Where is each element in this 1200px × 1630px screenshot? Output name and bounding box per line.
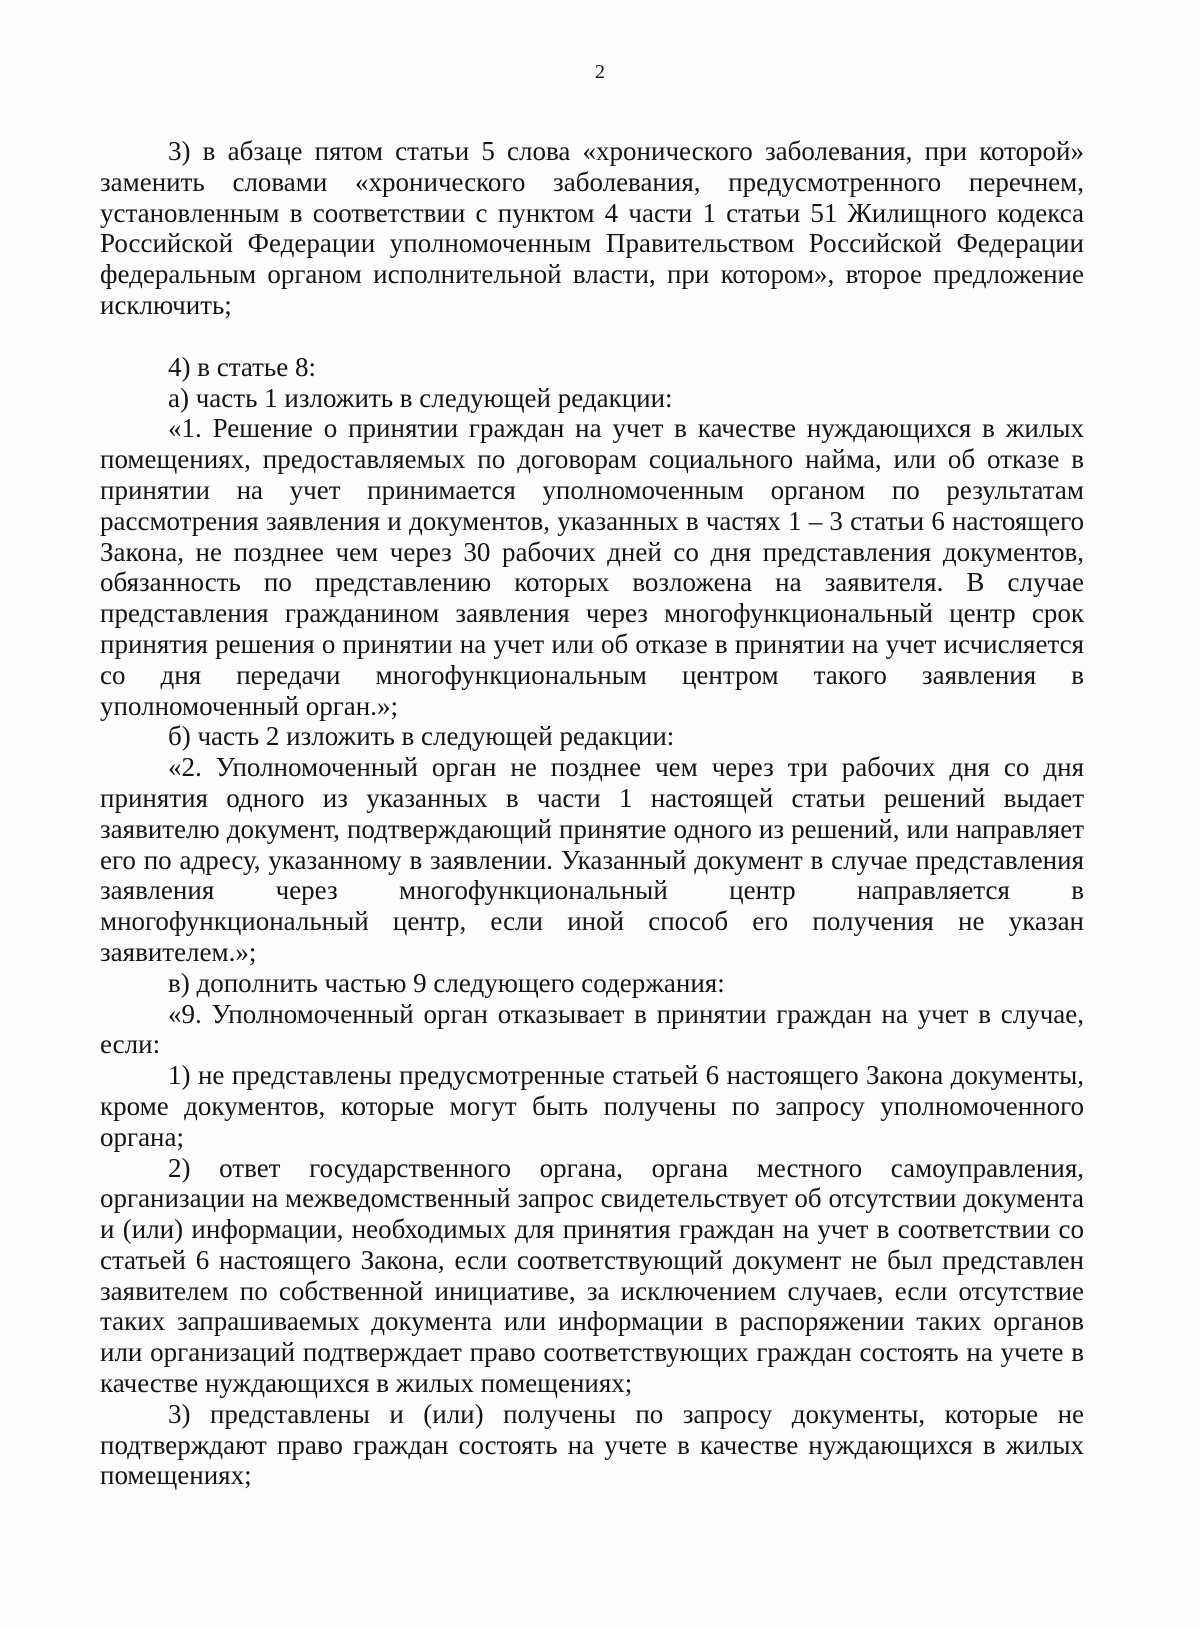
paragraph-subitem-b: б) часть 2 изложить в следующей редакции: <box>168 721 675 752</box>
paragraph-part-1-text: «1. Решение о принятии граждан на учет в качестве нуждающихся в жилых помещениях, предоставляемых по договорам социального найма, или об отказе в принятии на учет принимается уполномоченным органом по результатам рассмотрения заявления и документов, указанных в частях 1 – 3 статьи 6 настоящего Закона, не позднее чем через 30 рабочих дней со дня представления документов, обязанность по представлению которых возложена на заявителя. В случае представления гражданином заявления через многофункциональный центр срок принятия решения о принятии на учет или об отказе в принятии на учет исчисляется со дня передачи многофункциональным центром такого заявления в уполномоченный орган.»; <box>100 413 1084 721</box>
page-number: 2 <box>595 61 605 83</box>
paragraph-item-4: 4) в статье 8: <box>168 351 316 382</box>
paragraph-refusal-reason-2: 2) ответ государственного органа, органа местного самоуправления, организации на межведомственный запрос свидетельствует об отсутствии документа и (или) информации, необходимых для принятия граждан на учет в соответствии со статьей 6 настоящего Закона, если соответствующий документ не был представлен заявителем по собственной инициативе, за исключением случаев, если отсутствие таких запрашиваемых документа или информации в распоряжении таких органов или организаций подтверждает право соответствующих граждан состоять на учете в качестве нуждающихся в жилых помещениях; <box>100 1152 1084 1399</box>
paragraph-refusal-reason-3: 3) представлены и (или) получены по запросу документы, которые не подтверждают право граждан состоять на учете в качестве нуждающихся в жилых помещениях; <box>100 1398 1084 1491</box>
paragraph-spacer <box>100 321 1084 352</box>
paragraph-subitem-v: в) дополнить частью 9 следующего содержания: <box>168 967 725 998</box>
paragraph-part-9-text: «9. Уполномоченный орган отказывает в принятии граждан на учет в случае, если: <box>100 998 1084 1060</box>
paragraph-item-3: 3) в абзаце пятом статьи 5 слова «хронического заболевания, при которой» заменить словами «хронического заболевания, предусмотренного перечнем, установленным в соответствии с пунктом 4 части 1 статьи 51 Жилищного кодекса Российской Федерации уполномоченным Правительством Российской Федерации федеральным органом исполнительной власти, при котором», второе предложение исключить; <box>100 136 1084 320</box>
paragraph-part-2-text: «2. Уполномоченный орган не позднее чем через три рабочих дня со дня принятия одного из указанных в части 1 настоящей статьи решений выдает заявителю документ, подтверждающий принятие одного из решений, или направляет его по адресу, указанному в заявлении. Указанный документ в случае представления заявления через многофункциональный центр направляется в многофункциональный центр, если иной способ его получения не указан заявителем.»; <box>100 752 1084 967</box>
document-body <box>100 136 1084 1491</box>
paragraph-refusal-reason-1: 1) не представлены предусмотренные статьей 6 настоящего Закона документы, кроме документов, которые могут быть получены по запросу уполномоченного органа; <box>100 1060 1084 1152</box>
paragraph-subitem-a: а) часть 1 изложить в следующей редакции: <box>168 382 673 413</box>
